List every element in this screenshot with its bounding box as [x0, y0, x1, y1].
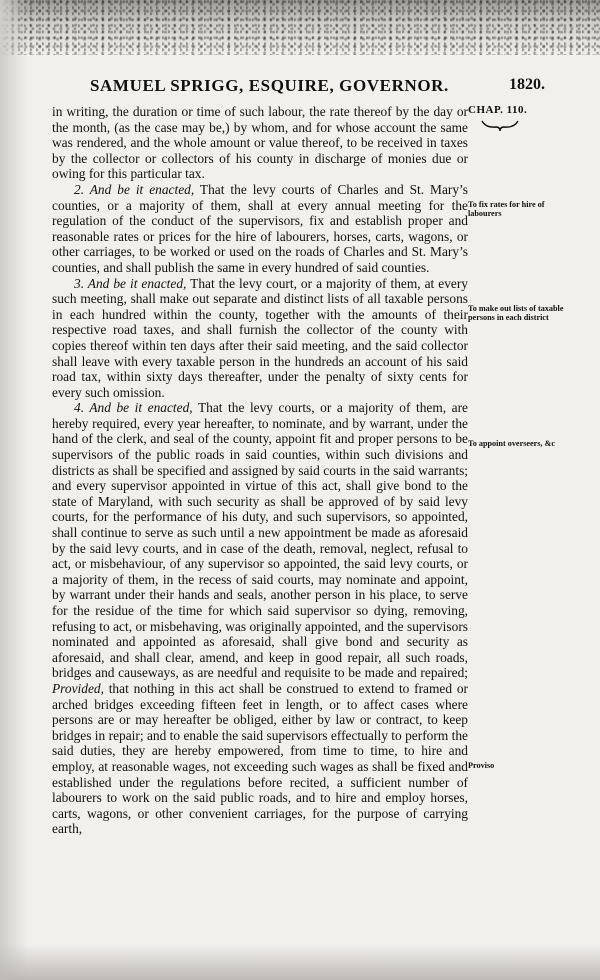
- section-3: [52, 276, 468, 401]
- section-4: [52, 400, 468, 837]
- section-3-lead: 3. And be it enacted,: [74, 275, 187, 291]
- header-title: SAMUEL SPRIGG, ESQUIRE, GOVERNOR.: [90, 76, 449, 95]
- document-body: [52, 104, 468, 837]
- section-3-text: That the levy court, or a majority of them, at every such meeting, shall make out separate and distinct lists of all taxable persons in each hundred within the county, together with the amounts of their respective road taxes, and shall furnish the collector of the county with copies thereof within ten days after their said meeting, and the said collector shall leave with every taxable person in the hundreds an account of his said road tax, within sixty days thereafter, under the penalty of sixty cents for every such omission.: [52, 275, 469, 400]
- margin-note-rates: To fix rates for hire of labourers: [468, 200, 545, 218]
- chapter-label: CHAP. 110.: [468, 104, 528, 116]
- header-year: 1820.: [509, 76, 545, 93]
- section-4-lead: 4. And be it enacted,: [74, 400, 193, 416]
- margin-note-lists: To make out lists of taxable persons in each district: [468, 304, 564, 322]
- section-2-text: That the levy courts of Charles and St. Mary’s counties, or a majority of them, shall at every annual meeting for the regulation of the conduct of the supervisors, fix and establish proper and reasonable rates or prices for the hire of labourers, horses, carts, wagons, or other carriages, to be worked or used on the roads of Charles and St. Mary’s counties, and shall publish the same in every hundred of said counties.: [52, 181, 468, 275]
- running-header: [90, 76, 545, 100]
- paragraph-continuation: in writing, the duration or time of such labour, the rate thereof by the day or the month, (as the case may be,) by whom, and for whose account the same was rendered, and the whole amount or value thereof, to be received in taxes by the collector or collectors of his county in discharge of monies due or owing for this particular tax.: [52, 104, 468, 182]
- scan-edge-left: [0, 0, 28, 980]
- proviso-word: Provided,: [52, 680, 104, 696]
- section-2-lead: 2. And be it enacted,: [74, 181, 195, 197]
- scan-edge-top: [0, 0, 600, 55]
- margin-note-overseers: To appoint overseers, &c: [468, 439, 556, 448]
- section-4-text-a: That the levy courts, or a majority of them, are hereby required, every year hereafter, to nominate, and by warrant, under the hand of the clerk, and seal of the county, appoint fit and proper persons to be supervisors of the public roads in said counties, within such divisions and districts as shall be specified and assigned by said courts in the said warrants; and every supervisor appointed in virtue of this act, shall give bond to the state of Maryland, with such security as shall be approved of by said levy courts, for the performance of his duty, and such supervisors, so appointed, shall continue to serve as such until a new appointment be made as aforesaid by the said levy courts, and in case of the death, removal, neglect, refusal to act, or misbehaviour, of any supervisor so appointed, the said levy courts, or a majority of them, in the recess of said courts, may nominate and appoint, by warrant under their hands and seals, another person in his place, to serve for the residue of the time for which said supervisor so dying, removing, refusing to act, or misbehaving, was originally appointed, and the supervisors nominated and appointed as aforesaid, shall give bond and security as aforesaid, and shall clear, amend, and keep in good repair, all such roads, bridges and causeways, as are needful and requisite to be made and repaired;: [52, 400, 468, 681]
- section-4-text-b: that nothing in this act shall be construed to extend to framed or arched bridges exceeding fifteen feet in length, or to affect cases where persons are or may hereafter be obliged, either by law or contract, to keep bridges in repair; and to enable the said supervisors effectually to perform the said duties, they are hereby empowered, from time to time, to hire and employ, at reasonable wages, not exceeding such wages as shall be fixed and established under the regulations before recited, a sufficient number of labourers to work on the said public roads, and to hire and employ horses, carts, wagons, or other convenient carriages, for the purpose of carrying earth,: [52, 680, 468, 837]
- section-2: [52, 182, 468, 276]
- scan-edge-bottom: [0, 944, 600, 980]
- margin-note-proviso: Proviso: [468, 761, 495, 770]
- chapter-brace: [480, 118, 520, 132]
